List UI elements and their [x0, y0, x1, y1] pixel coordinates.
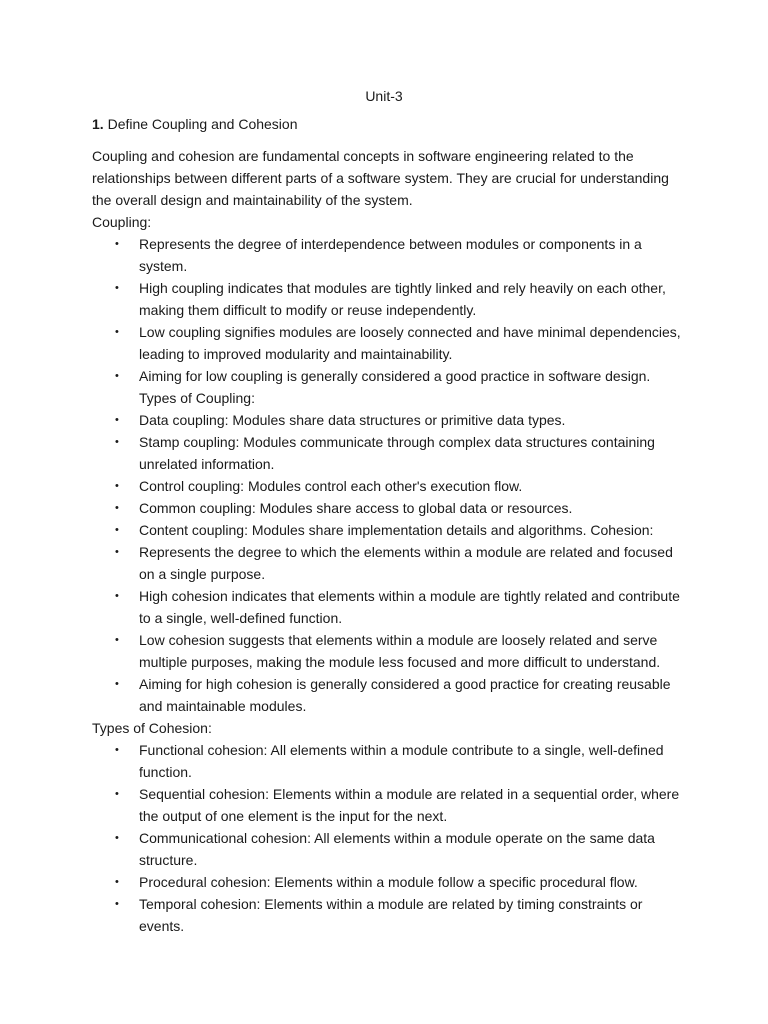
section-heading — [92, 114, 298, 134]
list-item: • Content coupling: Modules share implementation details and algorithms. Cohesion: — [139, 519, 682, 541]
list-item: • Procedural cohesion: Elements within a module follow a specific procedural flow. — [139, 871, 682, 893]
list-item: • Control coupling: Modules control each other's execution flow. — [139, 475, 682, 497]
list-item: • Communicational cohesion: All elements within a module operate on the same data structure. — [139, 827, 682, 871]
page-title: Unit-3 — [365, 88, 403, 104]
list-item: • Low cohesion suggests that elements within a module are loosely related and serve multiple purposes, making the module less focused and more difficult to understand. — [139, 629, 682, 673]
section-number: 1. — [92, 116, 104, 132]
content-block — [92, 145, 682, 937]
list-item: • Common coupling: Modules share access to global data or resources. — [139, 497, 682, 519]
coupling-list — [92, 233, 682, 717]
list-item: • Data coupling: Modules share data structures or primitive data types. — [139, 409, 682, 431]
cohesion-list — [92, 739, 682, 937]
list-item: • Sequential cohesion: Elements within a module are related in a sequential order, where the output of one element is the input for the next. — [139, 783, 682, 827]
list-item: • Stamp coupling: Modules communicate through complex data structures containing unrelated information. — [139, 431, 682, 475]
list-item: • Functional cohesion: All elements within a module contribute to a single, well-defined function. — [139, 739, 682, 783]
list-item: • Aiming for high cohesion is generally considered a good practice for creating reusable and maintainable modules. — [139, 673, 682, 717]
intro-paragraph: Coupling and cohesion are fundamental concepts in software engineering related to the relationships between different parts of a software system. They are crucial for understanding the overall design and maintainability of the system. — [92, 148, 669, 208]
list-item: • Represents the degree of interdependence between modules or components in a system. — [139, 233, 682, 277]
cohesion-types-label: Types of Cohesion: — [92, 720, 212, 736]
list-item: • High cohesion indicates that elements within a module are tightly related and contribute to a single, well-defined function. — [139, 585, 682, 629]
list-item: • Represents the degree to which the elements within a module are related and focused on a single purpose. — [139, 541, 682, 585]
list-item: • Temporal cohesion: Elements within a module are related by timing constraints or events. — [139, 893, 682, 937]
list-item: • Aiming for low coupling is generally considered a good practice in software design. Types of Coupling: — [139, 365, 682, 409]
list-item: • High coupling indicates that modules are tightly linked and rely heavily on each other, making them difficult to modify or reuse independently. — [139, 277, 682, 321]
coupling-label: Coupling: — [92, 214, 152, 230]
list-item: • Low coupling signifies modules are loosely connected and have minimal dependencies, leading to improved modularity and maintainability. — [139, 321, 682, 365]
section-heading-text: Define Coupling and Cohesion — [103, 116, 298, 132]
